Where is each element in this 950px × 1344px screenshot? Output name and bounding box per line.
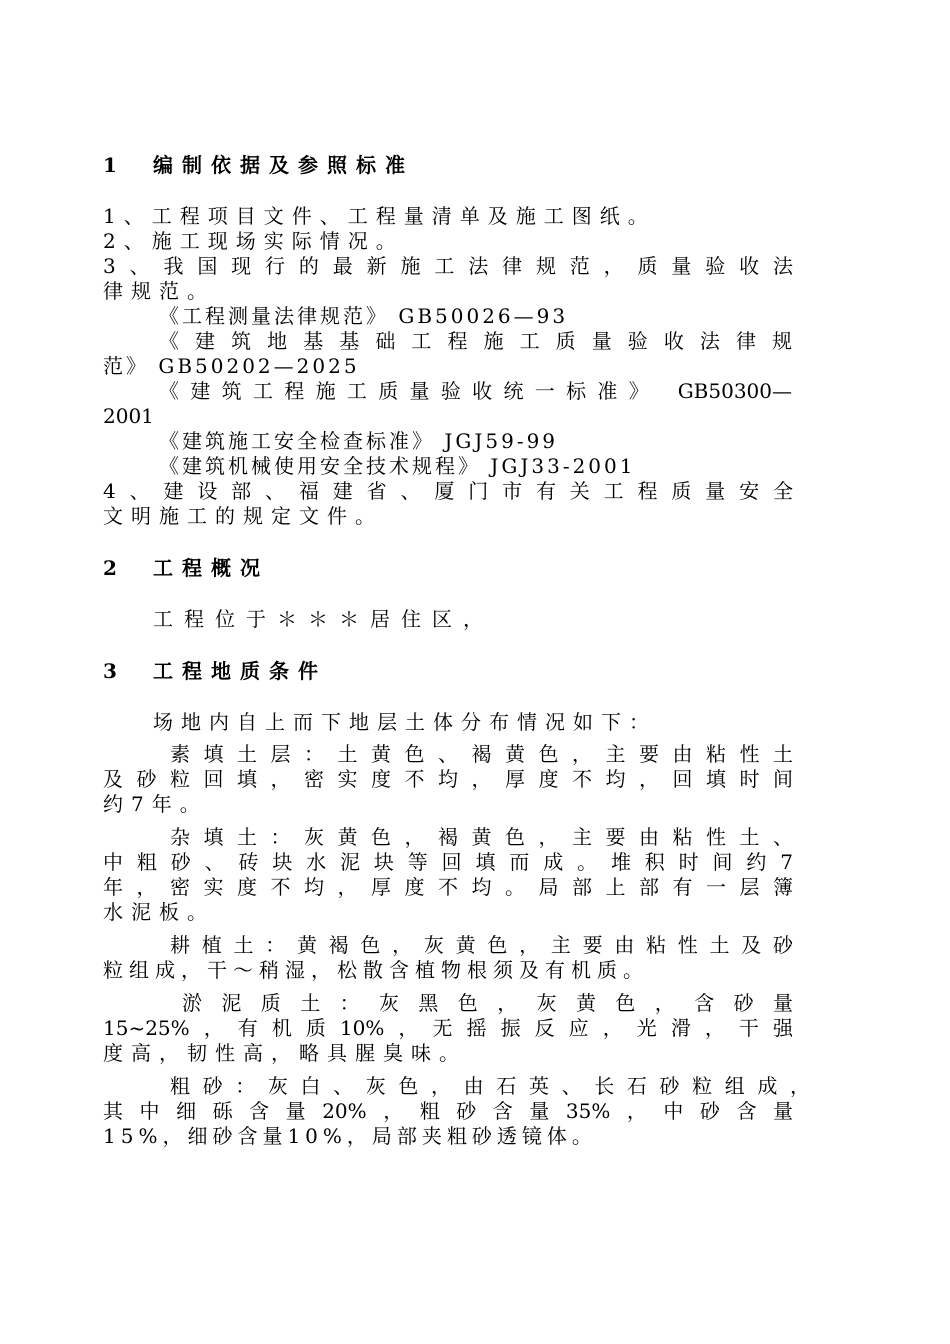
text-line: 2001 [103,404,154,428]
text-line: 《建筑地基基础工程施工质量验收法律规 [159,329,792,353]
text-line: 场地内自上而下地层土体分布情况如下： [153,710,657,734]
text-line: 《建筑工程施工质量验收统一标准》 GB50300— [159,379,792,403]
text-line: 15~25%，有机质10%，无摇振反应，光滑，干强 [103,1016,793,1040]
text-line: 及砂粒回填，密实度不均，厚度不均，回填时间 [103,767,793,791]
section-number: 3 [103,659,117,683]
text-line: 文明施工的规定文件。 [103,504,383,528]
text-line: 2、施工现场实际情况。 [103,229,404,253]
text-line: 水泥板。 [103,900,215,924]
text-line: 15%，细砂含量10%，局部夹粗砂透镜体。 [103,1124,597,1148]
text-line: 杂填土：灰黄色，褐黄色，主要由粘性土、 [170,825,793,849]
text-line: 其中细砾含量20%，粗砂含量35%，中砂含量 [103,1099,793,1123]
text-line: 约7年。 [103,792,208,816]
text-line: 年，密实度不均，厚度不均。局部上部有一层簿 [103,875,793,899]
section-title: 工程地质条件 [153,659,327,683]
text-line: 耕植土：黄褐色，灰黄色，主要由粘性土及砂 [170,933,793,957]
text-line: 1、工程项目文件、工程量清单及施工图纸。 [103,204,656,228]
text-line: 范》 GB50202—2025 [103,354,360,378]
text-line: 《建筑施工安全检查标准》 JGJ59-99 [159,429,559,453]
text-line: 《工程测量法律规范》 GB50026—93 [159,304,569,328]
text-line: 工程位于＊＊＊居住区， [153,607,494,631]
text-line: 中粗砂、砖块水泥块等回填而成。堆积时间约7 [103,850,793,874]
text-line: 《建筑机械使用安全技术规程》 JGJ33-2001 [159,454,636,478]
text-line: 律规范。 [103,279,215,303]
text-line: 粗砂：灰白、灰色，由石英、长石砂粒组成， [170,1074,810,1098]
text-line: 4、建设部、福建省、厦门市有关工程质量安全 [103,479,793,503]
text-line: 3、我国现行的最新施工法律规范，质量验收法 [103,254,793,278]
text-line: 粒组成，干～稍湿，松散含植物根须及有机质。 [103,958,649,982]
section-number: 2 [103,556,117,580]
text-line: 淤泥质土：灰黑色，灰黄色，含砂量 [182,991,793,1015]
text-line: 度高，韧性高，略具腥臭味。 [103,1041,467,1065]
text-line: 素填土层：土黄色、褐黄色，主要由粘性土 [170,742,793,766]
section-heading-1 [103,153,803,178]
section-heading-2 [103,556,803,581]
section-title: 工程概况 [153,556,269,580]
section-number: 1 [103,153,117,177]
section-title: 编制依据及参照标准 [153,153,414,177]
section-heading-3 [103,659,803,684]
